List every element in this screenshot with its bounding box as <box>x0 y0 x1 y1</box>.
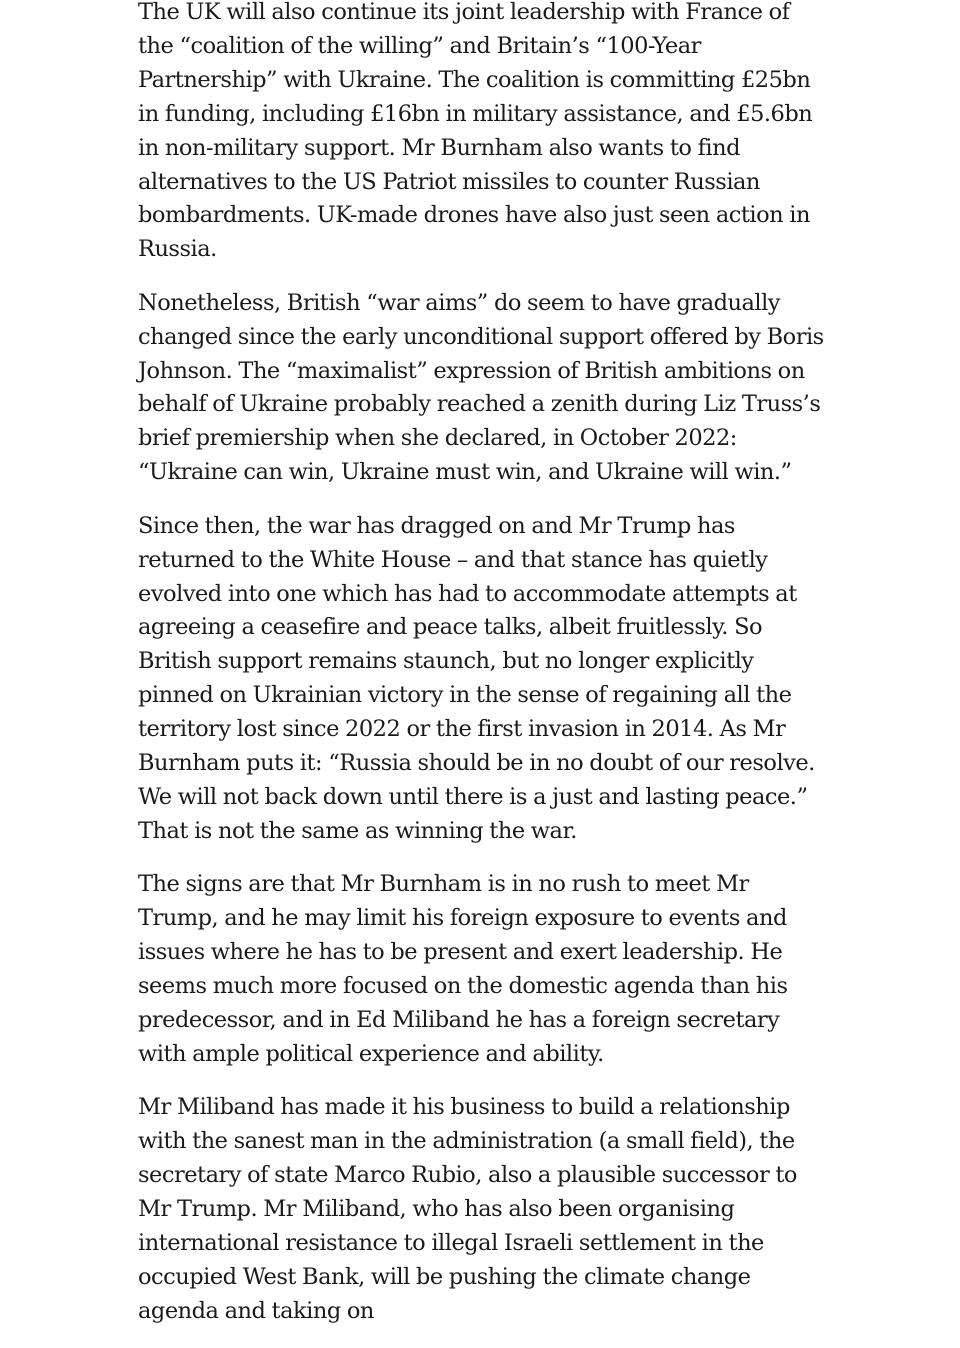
article-paragraph: The UK will also continue its joint leadership with France of the “coalition of the willing” and Britain’s “100-Year Partnership” with Ukraine. The coalition is committing £25bn in funding, including £16bn in military assistance, and £5.6bn in non-military support. Mr Burnham also wants to find alternatives to the US Patriot missiles to counter Russian bombardments. UK-made drones have also just seen action in Russia. <box>138 0 813 263</box>
article-paragraph: Since then, the war has dragged on and Mr Trump has returned to the White House – and that stance has quietly evolved into one which has had to accommodate attempts at agreeing a ceasefire and peace talks, albeit fruitlessly. So British support remains staunch, but no longer explicitly pinned on Ukrainian victory in the sense of regaining all the territory lost since 2022 or the first invasion in 2014. As Mr Burnham puts it: “Russia should be in no doubt of our resolve. We will not back down until there is a just and lasting peace.” That is not the same as winning the war. <box>138 512 815 844</box>
article-body <box>138 0 828 1348</box>
article-paragraph: Nonetheless, British “war aims” do seem to have gradually changed since the early unconditional support offered by Boris Johnson. The “maximalist” expression of British ambitions on behalf of Ukraine probably reached a zenith during Liz Truss’s brief premiership when she declared, in October 2022: “Ukraine can win, Ukraine must win, and Ukraine will win.” <box>138 289 824 486</box>
article-paragraph: The signs are that Mr Burnham is in no rush to meet Mr Trump, and he may limit his foreign exposure to events and issues where he has to be present and exert leadership. He seems much more focused on the domestic agenda than his predecessor, and in Ed Miliband he has a foreign secretary with ample political experience and ability. <box>138 871 788 1067</box>
article-paragraph: Mr Miliband has made it his business to build a relationship with the sanest man in the administration (a small field), the secretary of state Marco Rubio, also a plausible successor to Mr Trump. Mr Miliband, who has also been organising international resistance to illegal Israeli settlement in the occupied West Bank, will be pushing the climate change agenda and taking on <box>138 1094 797 1324</box>
